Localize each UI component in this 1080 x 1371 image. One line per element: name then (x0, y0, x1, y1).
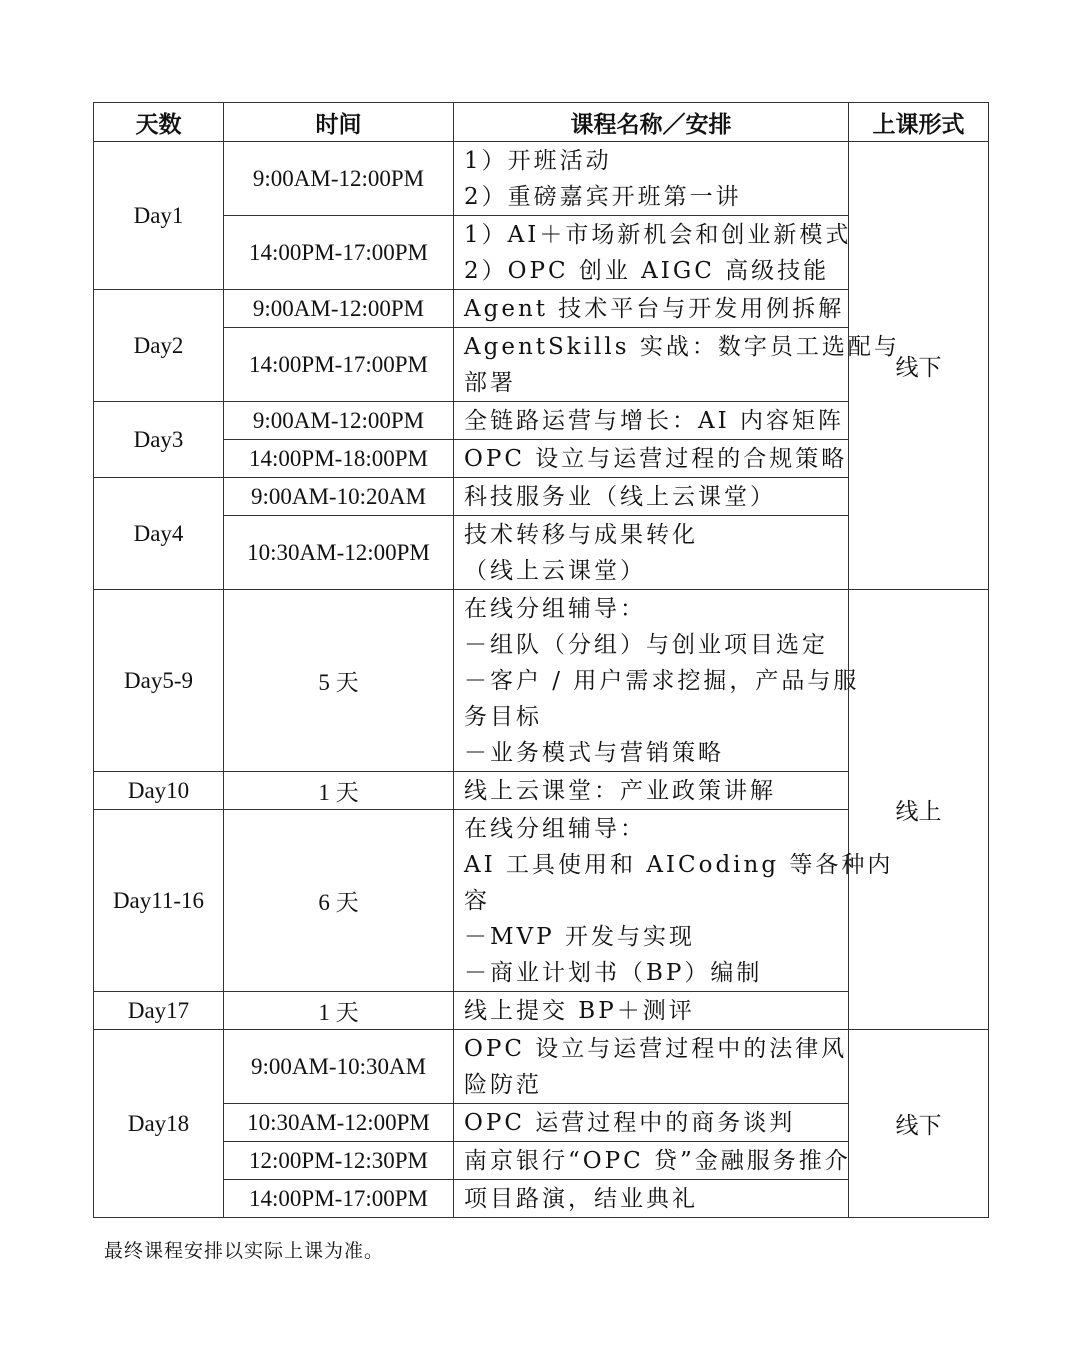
table-row (94, 590, 989, 772)
table-row (94, 1030, 989, 1104)
course-cell (454, 1142, 849, 1180)
time-cell: 10:30AM-12:00PM (224, 1104, 454, 1142)
course-cell (454, 440, 849, 478)
course-line: OPC 设立与运营过程中的法律风 (464, 1035, 848, 1062)
time-cell: 12:00PM-12:30PM (224, 1142, 454, 1180)
day-cell: Day1 (94, 142, 224, 290)
time-cell: 5 天 (224, 590, 454, 772)
day-cell: Day5-9 (94, 590, 224, 772)
course-line: 在线分组辅导： (464, 595, 646, 622)
course-cell (454, 810, 894, 992)
course-cell (454, 290, 849, 328)
header-mode: 上课形式 (849, 103, 989, 142)
time-cell: 9:00AM-12:00PM (224, 402, 454, 440)
course-line: 线上提交 BP＋测评 (464, 997, 695, 1024)
time-cell: 6 天 (224, 810, 454, 992)
time-cell: 9:00AM-12:00PM (224, 290, 454, 328)
course-line: 2）OPC 创业 AIGC 高级技能 (464, 257, 830, 284)
mode-cell: 线下 (849, 1030, 989, 1218)
time-cell: 1 天 (224, 992, 454, 1030)
header-day: 天数 (94, 103, 224, 142)
day-cell: Day18 (94, 1030, 224, 1218)
course-line: 1）开班活动 (464, 147, 612, 174)
course-cell (454, 142, 849, 216)
course-line: －商业计划书（BP）编制 (464, 959, 763, 986)
time-cell: 14:00PM-17:00PM (224, 1180, 454, 1218)
course-cell (454, 1030, 849, 1104)
course-line: OPC 设立与运营过程的合规策略 (464, 445, 848, 472)
course-cell (454, 992, 849, 1030)
course-line: AgentSkills 实战：数字员工选配与 (464, 333, 900, 360)
course-cell (454, 216, 852, 290)
course-cell (454, 1104, 849, 1142)
course-line: Agent 技术平台与开发用例拆解 (464, 295, 845, 322)
course-line: 险防范 (464, 1071, 542, 1098)
course-line: 2）重磅嘉宾开班第一讲 (464, 183, 742, 210)
schedule-table (93, 102, 989, 1218)
time-cell: 14:00PM-17:00PM (224, 328, 454, 402)
mode-cell: 线下 (849, 142, 989, 590)
time-cell: 9:00AM-10:20AM (224, 478, 454, 516)
day-cell: Day2 (94, 290, 224, 402)
course-line: 技术转移与成果转化 (464, 521, 698, 548)
course-cell (454, 1180, 849, 1218)
course-line: 1）AI＋市场新机会和创业新模式 (464, 221, 852, 248)
course-line: 在线分组辅导： (464, 815, 646, 842)
mode-cell: 线上 (849, 590, 989, 1030)
time-cell: 10:30AM-12:00PM (224, 516, 454, 590)
course-line: 全链路运营与增长：AI 内容矩阵 (464, 407, 845, 434)
table-row (94, 142, 989, 216)
course-line: AI 工具使用和 AICoding 等各种内 (464, 851, 894, 878)
course-line: 部署 (464, 369, 516, 396)
day-cell: Day17 (94, 992, 224, 1030)
day-cell: Day4 (94, 478, 224, 590)
course-cell (454, 516, 849, 590)
course-line: 容 (464, 887, 490, 914)
day-cell: Day10 (94, 772, 224, 810)
time-cell: 9:00AM-12:00PM (224, 142, 454, 216)
header-time: 时间 (224, 103, 454, 142)
header-course: 课程名称／安排 (454, 103, 849, 142)
time-cell: 14:00PM-17:00PM (224, 216, 454, 290)
time-cell: 1 天 (224, 772, 454, 810)
course-cell (454, 402, 849, 440)
course-line: －客户 / 用户需求挖掘，产品与服 (464, 667, 860, 694)
course-line: 线上云课堂：产业政策讲解 (464, 777, 776, 804)
day-cell: Day11-16 (94, 810, 224, 992)
course-line: 南京银行“OPC 贷”金融服务推介 (464, 1147, 851, 1174)
course-line: 科技服务业（线上云课堂） (464, 483, 776, 510)
time-cell: 9:00AM-10:30AM (224, 1030, 454, 1104)
course-cell (454, 478, 849, 516)
course-cell (454, 328, 900, 402)
course-line: 项目路演，结业典礼 (464, 1185, 698, 1212)
day-cell: Day3 (94, 402, 224, 478)
course-line: －业务模式与营销策略 (464, 739, 724, 766)
course-line: －MVP 开发与实现 (464, 923, 695, 950)
footnote: 最终课程安排以实际上课为准。 (104, 1240, 385, 1262)
course-line: （线上云课堂） (464, 557, 646, 584)
header-row (94, 103, 989, 142)
course-line: －组队（分组）与创业项目选定 (464, 631, 828, 658)
course-line: OPC 运营过程中的商务谈判 (464, 1109, 796, 1136)
course-cell (454, 590, 860, 772)
time-cell: 14:00PM-18:00PM (224, 440, 454, 478)
course-cell (454, 772, 849, 810)
course-line: 务目标 (464, 703, 542, 730)
